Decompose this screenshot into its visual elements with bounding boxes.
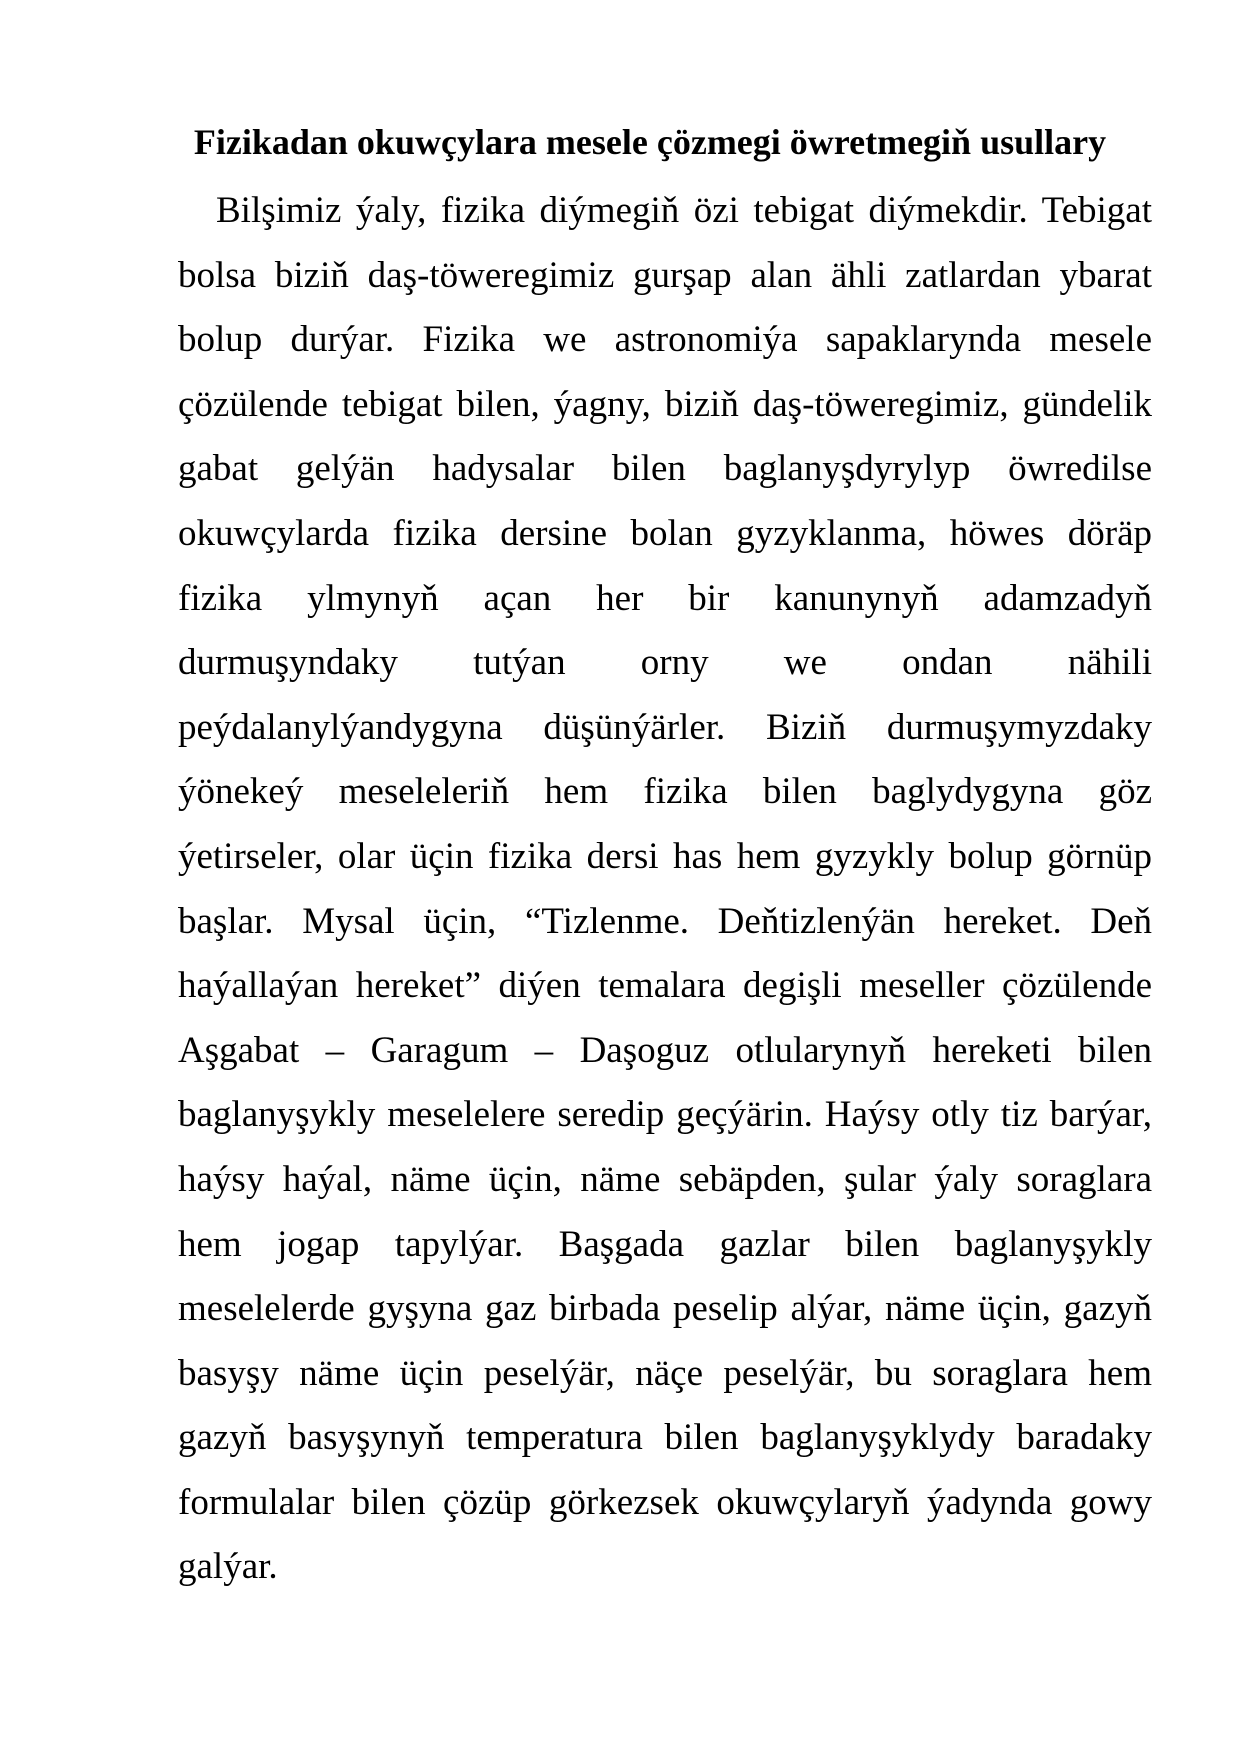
paragraph-line: durmuşyndaky tutýan orny we ondan nähili xyxy=(178,642,1152,684)
paragraph-line: gazyň basyşynyň temperatura bilen baglanyşyklydy baradaky xyxy=(178,1417,1152,1459)
paragraph-line: haýallaýan hereket” diýen temalara degişli meseller çözülende xyxy=(178,965,1152,1007)
paragraph-line: basyşy näme üçin peselýär, näçe peselýär, bu soraglara hem xyxy=(178,1352,1152,1394)
paragraph-line: çözülende tebigat bilen, ýagny, biziň daş-töweregimiz, gündelik xyxy=(178,383,1152,425)
paragraph-line: fizika ylmynyň açan her bir kanunynyň adamzadyň xyxy=(178,577,1152,619)
paragraph-line: bolsa biziň daş-töweregimiz gurşap alan ähli zatlardan ybarat xyxy=(178,254,1152,296)
paragraph-line: haýsy haýal, näme üçin, näme sebäpden, şular ýaly soraglara xyxy=(178,1158,1152,1200)
paragraph-line: bolup durýar. Fizika we astronomiýa sapaklarynda mesele xyxy=(178,319,1152,361)
paragraph-line: galýar. xyxy=(178,1546,278,1588)
paragraph-line: formulalar bilen çözüp görkezsek okuwçylaryň ýadynda gowy xyxy=(178,1481,1152,1523)
paragraph-line: baglanyşykly meselelere seredip geçýärin. Haýsy otly tiz barýar, xyxy=(178,1094,1152,1136)
paragraph-line: peýdalanylýandygyna düşünýärler. Biziň durmuşymyzdaky xyxy=(178,706,1152,748)
paragraph-line: ýönekeý meseleleriň hem fizika bilen baglydygyna göz xyxy=(178,771,1152,813)
paragraph-line: hem jogap tapylýar. Başgada gazlar bilen baglanyşykly xyxy=(178,1223,1152,1265)
paragraph-line: meselelerde gyşyna gaz birbada peselip alýar, näme üçin, gazyň xyxy=(178,1288,1152,1330)
paragraph-line: Bilşimiz ýaly, fizika diýmegiň özi tebigat diýmekdir. Tebigat xyxy=(216,190,1152,231)
document-title: Fizikadan okuwçylara mesele çözmegi öwretmegiň usullary xyxy=(193,122,1107,162)
body-paragraph xyxy=(178,179,1152,1600)
paragraph-line: ýetirseler, olar üçin fizika dersi has hem gyzykly bolup görnüp xyxy=(178,835,1152,877)
paragraph-line: başlar. Mysal üçin, “Tizlenme. Deňtizlenýän hereket. Deň xyxy=(178,900,1152,942)
paragraph-line: Aşgabat – Garagum – Daşoguz otlularynyň hereketi bilen xyxy=(178,1029,1152,1071)
paragraph-line: okuwçylarda fizika dersine bolan gyzyklanma, höwes döräp xyxy=(178,512,1152,554)
paragraph-line: gabat gelýän hadysalar bilen baglanyşdyrylyp öwredilse xyxy=(178,448,1152,490)
